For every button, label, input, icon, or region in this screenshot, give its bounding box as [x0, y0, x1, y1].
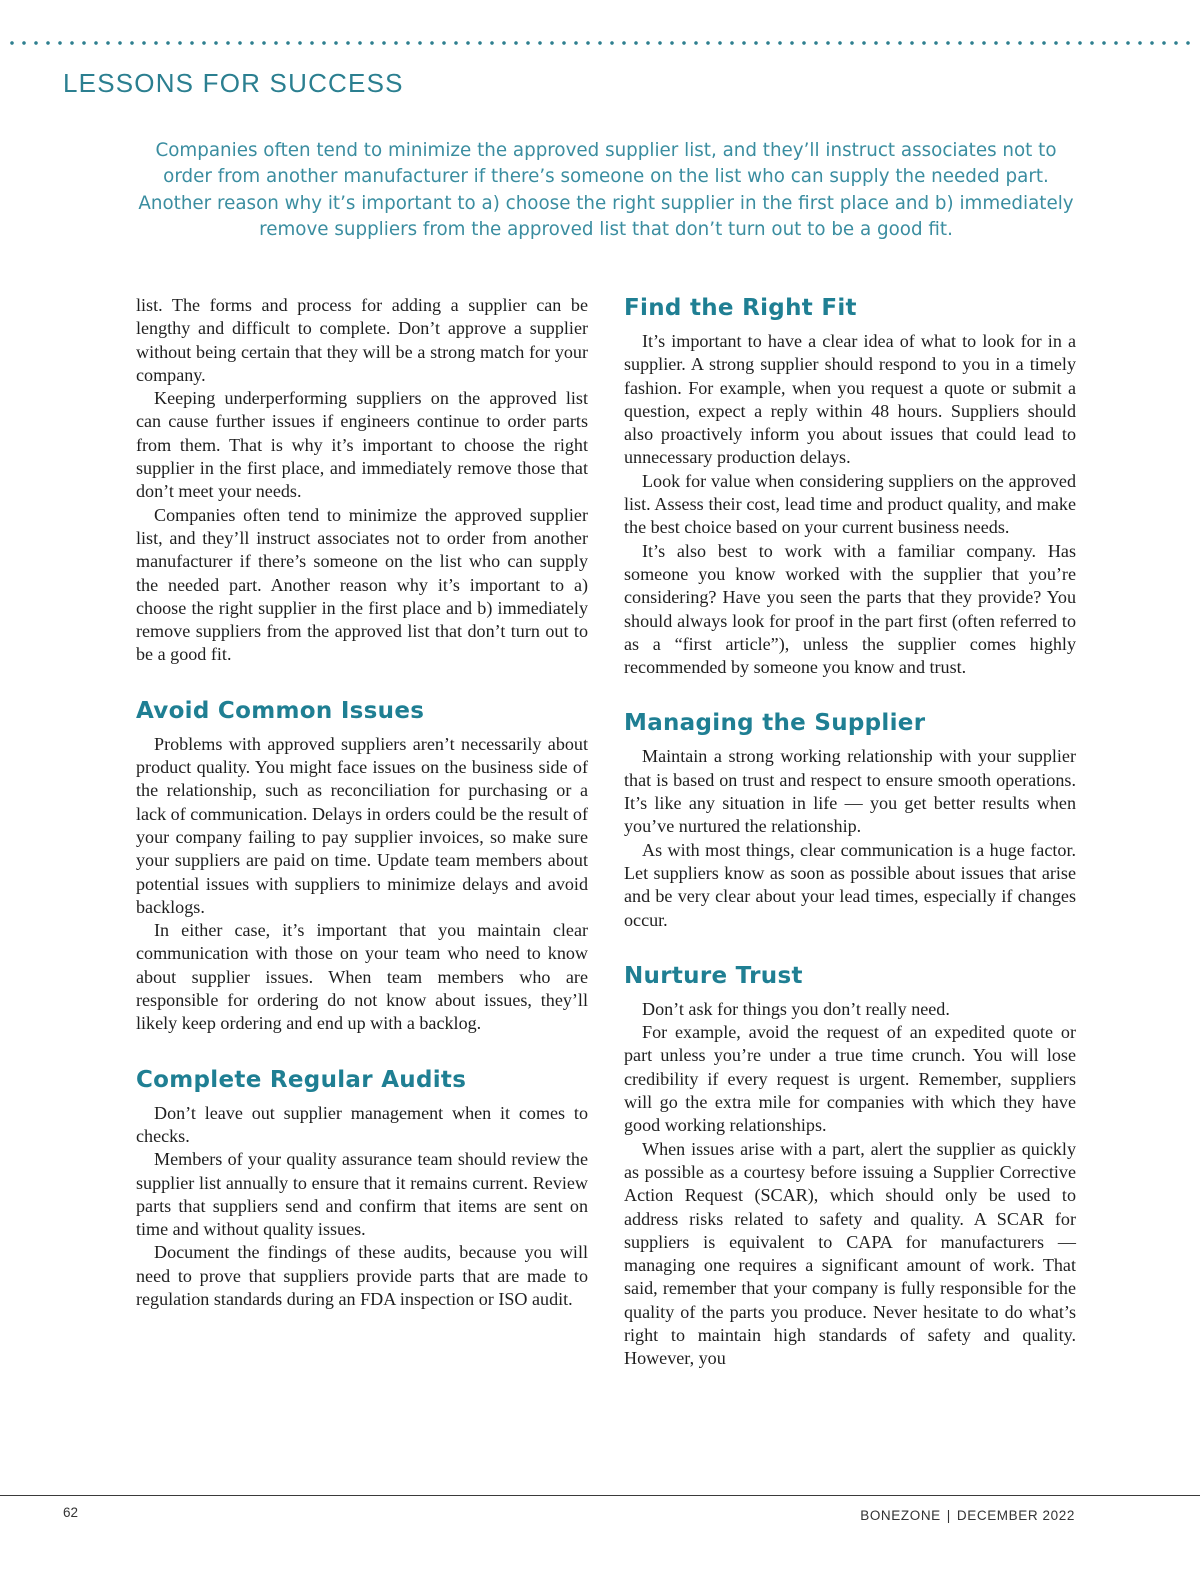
body-paragraph: It’s important to have a clear idea of what to look for in a supplier. A strong supplier should respond to you in a timely fashion. For example, when you request a quote or submit a question, expect a reply within 48 hours. Suppliers should also proactively inform you about issues that could lead to unnecessary production delays.: [624, 331, 1076, 468]
body-paragraph: Companies often tend to minimize the approved supplier list, and they’ll instruct associates not to order from another manufacturer if there’s someone on the list who can supply the needed part. Another reason why it’s important to a) choose the right supplier in the first place and b) immediately remove suppliers from the approved list that don’t turn out to be a good fit.: [136, 504, 588, 665]
heading-managing-the-supplier: Managing the Supplier: [624, 710, 926, 737]
footer-rule: [0, 1495, 1200, 1496]
body-paragraph: Members of your quality assurance team should review the supplier list annually to ensure that it remains current. Review parts that suppliers send and confirm that items are sent on time and without quality issues.: [136, 1149, 588, 1240]
body-paragraph: Document the findings of these audits, because you will need to prove that suppliers provide parts that are made to regulation standards during an FDA inspection or ISO audit.: [136, 1242, 588, 1309]
heading-nurture-trust: Nurture Trust: [624, 962, 803, 989]
body-paragraph: It’s also best to work with a familiar company. Has someone you know worked with the supplier that you’re considering? Have you seen the parts that they provide? You should always look for proof in the part first (often referred to as a “first article”), unless the supplier comes highly recommended by someone you know and trust.: [624, 540, 1076, 678]
body-paragraph: Look for value when considering suppliers on the approved list. Assess their cost, lead time and product quality, and make the best choice based on your current business needs.: [624, 470, 1076, 538]
body-paragraph: Keeping underperforming suppliers on the approved list can cause further issues if engineers continue to order parts from them. That is why it’s important to choose the right supplier in the first place, and immediately remove those that don’t meet your needs.: [136, 388, 588, 502]
body-paragraph: Don’t leave out supplier management when it comes to checks.: [136, 1102, 588, 1146]
right-column: [624, 294, 1076, 1371]
heading-find-the-right-fit: Find the Right Fit: [624, 295, 857, 321]
body-paragraph: list. The forms and process for adding a supplier can be lengthy and difficult to complete. Don’t approve a supplier without being certain that they will be a strong match for your company.: [136, 295, 588, 385]
body-paragraph: Don’t ask for things you don’t really need.: [642, 998, 950, 1019]
body-paragraph: Problems with approved suppliers aren’t necessarily about product quality. You might face issues on the business side of the relationship, such as reconciliation for purchasing or a lack of communication. Delays in orders could be the result of your company failing to pay supplier invoices, so make sure your suppliers are paid on time. Update team members about potential issues with suppliers to minimize delays and avoid backlogs.: [136, 733, 588, 917]
footer-separator: |: [946, 1508, 951, 1523]
heading-complete-regular-audits: Complete Regular Audits: [136, 1066, 467, 1093]
section-label: LESSONS FOR SUCCESS: [63, 68, 404, 98]
publication-name: BONEZONE: [860, 1508, 941, 1523]
left-column: [136, 294, 588, 1311]
pull-quote: Companies often tend to minimize the approved supplier list, and they’ll instruct associates not to order from another manufacturer if there’s someone on the list who can supply the needed part. Another reason why it’s important to a) choose the right supplier in the first place and b) immediately remove suppliers from the approved list that don’t turn out to be a good fit.: [138, 140, 1074, 240]
body-paragraph: In either case, it’s important that you maintain clear communication with those on your team who need to know about supplier issues. When team members who are responsible for ordering do not know about issues, they’ll likely keep ordering and end up with a backlog.: [136, 920, 588, 1034]
body-paragraph: Maintain a strong working relationship with your supplier that is based on trust and respect to ensure smooth operations. It’s like any situation in life — you get better results when you’ve nurtured the relationship.: [624, 746, 1076, 837]
dotted-rule: [6, 40, 1190, 46]
page-number: 62: [63, 1505, 79, 1520]
issue-date: DECEMBER 2022: [956, 1508, 1075, 1523]
footer-publication: [860, 1508, 1075, 1523]
body-paragraph: For example, avoid the request of an expedited quote or part unless you’re under a true time crunch. You will lose credibility if every request is urgent. Remember, suppliers will go the extra mile for companies with which they have good working relationships.: [624, 1022, 1076, 1136]
body-paragraph: When issues arise with a part, alert the supplier as quickly as possible as a courtesy before issuing a Supplier Corrective Action Request (SCAR), which should only be used to address risks related to safety and quality. A SCAR for suppliers is equivalent to CAPA for manufacturers — managing one requires a significant amount of work. That said, remember that your company is fully responsible for the quality of the parts you produce. Never hesitate to do what’s right to maintain high standards of safety and quality. However, you: [624, 1138, 1076, 1369]
body-paragraph: As with most things, clear communication is a huge factor. Let suppliers know as soon as possible about issues that arise and be very clear about your lead times, especially if changes occur.: [624, 839, 1076, 930]
heading-avoid-common-issues: Avoid Common Issues: [136, 697, 425, 724]
